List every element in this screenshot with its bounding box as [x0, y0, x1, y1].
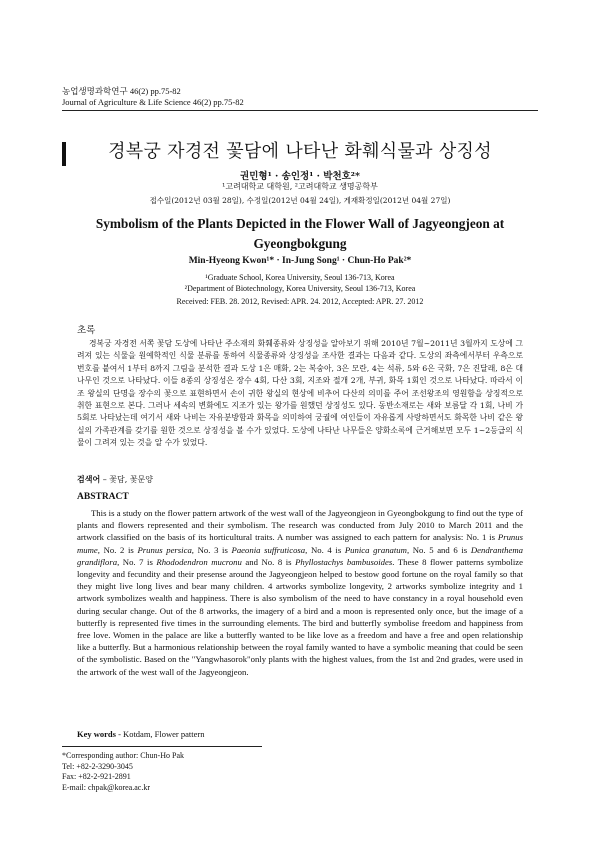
korean-abstract-heading: 초록 — [77, 325, 96, 336]
species-name: Rhododendron mucronu — [156, 556, 242, 567]
english-abstract-heading: ABSTRACT — [77, 492, 129, 502]
abstract-text-segment: . These 8 flower patterns symbolize longevity and fecundity and their presense around the Jagyeongjeon helped to bestow good fortune on the royal family so that they might live long lives and bear many children. 4 artworks symbolize longevity, 2 artworks symbolize integrity and 1 artwork symbolizes wealth and happiness. There is also symbolism of the need to have constancy in a royal household even during secular change. Out of the 8 artworks, the imagery of a bird and a moon is represented only once, but the image of a butterfly is represented five times in the surrounding elements. The bird and butterfly symbolise freedom and happiness from free love. Women in the palace are like a butterfly wanted to be like love as a freedom and have a free and open relationship like a butterfly. But a harmonious relationship between the royal family wanted to have a symbolic meaning that could be seen of the symbolistic. Based on the "Yangwhasorok"only plants with the highest values, from the 1st and 2nd grades, were used in the artwork of the west wall of the Jagyeongjeon. — [77, 556, 523, 677]
korean-title: 경복궁 자경전 꽃담에 나타난 화훼식물과 상징성 — [108, 141, 492, 162]
species-name: Paeonia suffruticosa — [231, 544, 306, 555]
abstract-text-segment: , No. 3 is — [191, 544, 232, 555]
english-dates: Received: FEB. 28. 2012, Revised: APR. 24. 2012, Accepted: APR. 27. 2012 — [176, 297, 424, 306]
species-name: Dendranthema grandiflora — [77, 544, 523, 567]
species-name: Punica granatum — [344, 544, 407, 555]
species-name: Prunus persica — [137, 544, 192, 555]
korean-dates: 접수일(2012년 03월 28일), 수정일(2012년 04월 24일), 게재확정일(2012년 04월 27일) — [149, 196, 451, 205]
abstract-text-segment: and No. 8 is — [241, 556, 296, 567]
korean-affiliations: ¹고려대학교 대학원, ²고려대학교 생명공학부 — [222, 182, 378, 191]
footnote-rule — [62, 746, 262, 747]
email: E-mail: chpak@korea.ac.kr — [62, 782, 150, 792]
english-authors: Min-Hyeong Kwon¹* · In-Jung Song¹ · Chun-Ho Pak²* — [188, 256, 412, 266]
telephone: Tel: +82-2-3290-3045 — [62, 761, 133, 771]
english-title: Symbolism of the Plants Depicted in the Flower Wall of Jagyeongjeon at Gyeongbokgung — [95, 216, 505, 251]
affiliation-line-2: ²Department of Biotechnology, Korea University, Seoul 136-713, Korea — [184, 284, 416, 293]
english-affiliations — [62, 272, 538, 294]
korean-abstract-text: 경복궁 자경전 서쪽 꽃담 도상에 나타난 주소재의 화훼종류와 상징성을 알아보기 위해 2010년 7월~2011년 3월까지 도상에 그려져 있는 식물을 원예학적인 식물 분류를 통하여 식물종류와 상징성을 조사한 결과는 다음과 같다. 도상의 좌측에서부터 우측으로 번호를 붙여서 1부터 8까지 그림을 분석한 결과 도상 1은 매화, 2는 복숭아, 3은 모란, 4는 석류, 5와 6은 국화, 7은 진달래, 8은 대나무인 것으로 나타났다. 이들 8종의 상징성은 장수 4회, 다산 3회, 지조와 절개 2개, 부귀, 화목 1회인 것으로 나타났다. 따라서 이조 왕실의 단명을 장수의 꽃으로 표현하면서 손이 귀한 왕실의 현상에 비추어 다산의 의미를 주어 조선왕조의 영원함을 상징적으로 취한 표현으로 본다. 그러나 세속의 변화에도 지조가 있는 왕가를 원했던 상징성도 있다. 동반소재로는 새와 보름달 각 1회, 나비 가 5회로 나타났는데 여기서 새와 나비는 자유분방함과 화목을 의미하여 궁궐에 여인들이 자유롭게 사랑하면서도 화목한 나비 같은 왕실의 가족관계를 갖기를 원한 것으로 상징성을 볼 수가 있었다. 도상에 나타난 나무들은 양화소록에 근거해보면 모두 1~2등급의 식물이 그려져 있는 것을 알 수가 있었다. — [77, 339, 523, 448]
korean-authors: 권민형¹ · 송인정¹ · 박천호²* — [240, 171, 360, 182]
fax: Fax: +82-2-921-2891 — [62, 772, 131, 781]
footnote — [62, 751, 184, 793]
affiliation-line-1: ¹Graduate School, Korea University, Seoul 136-713, Korea — [205, 273, 395, 282]
english-abstract-text — [77, 507, 523, 678]
header-rule — [62, 110, 538, 111]
korean-keywords-text: – 꽃담, 꽃문양 — [102, 475, 154, 484]
english-keywords — [77, 729, 205, 739]
abstract-text-segment: , No. 7 is — [117, 556, 157, 567]
species-name: Prunus mume — [77, 532, 523, 555]
korean-keywords-label: 검색어 — [77, 474, 101, 484]
korean-keywords — [77, 474, 153, 485]
abstract-text-segment: This is a study on the flower pattern artwork of the west wall of the Jagyeongjeon in Gyeongbokgung to find out the type of plants and flowers represented and their symbolism. The research was conducted from July 2010 to March 2011 and the artwork classified on the basis of its horticultural traits. A number was assigned to each pattern for analysis: No. 1 is — [77, 508, 523, 543]
species-name: Phyllostachys bambusoides — [295, 556, 393, 567]
english-keywords-label: Key words — [77, 729, 116, 739]
corresponding-author: *Corresponding author: Chun-Ho Pak — [62, 751, 184, 760]
journal-name-korean: 농업생명과학연구 46(2) pp.75-82 — [62, 86, 181, 96]
journal-name-english: Journal of Agriculture & Life Science 46(2) pp.75-82 — [62, 97, 244, 107]
abstract-text-segment: , No. 2 is — [97, 544, 138, 555]
abstract-text-segment: , No. 5 and 6 is — [406, 544, 471, 555]
abstract-text-segment: , No. 4 is — [305, 544, 345, 555]
journal-header — [62, 86, 244, 108]
english-keywords-text: - Kotdam, Flower pattern — [118, 729, 205, 739]
